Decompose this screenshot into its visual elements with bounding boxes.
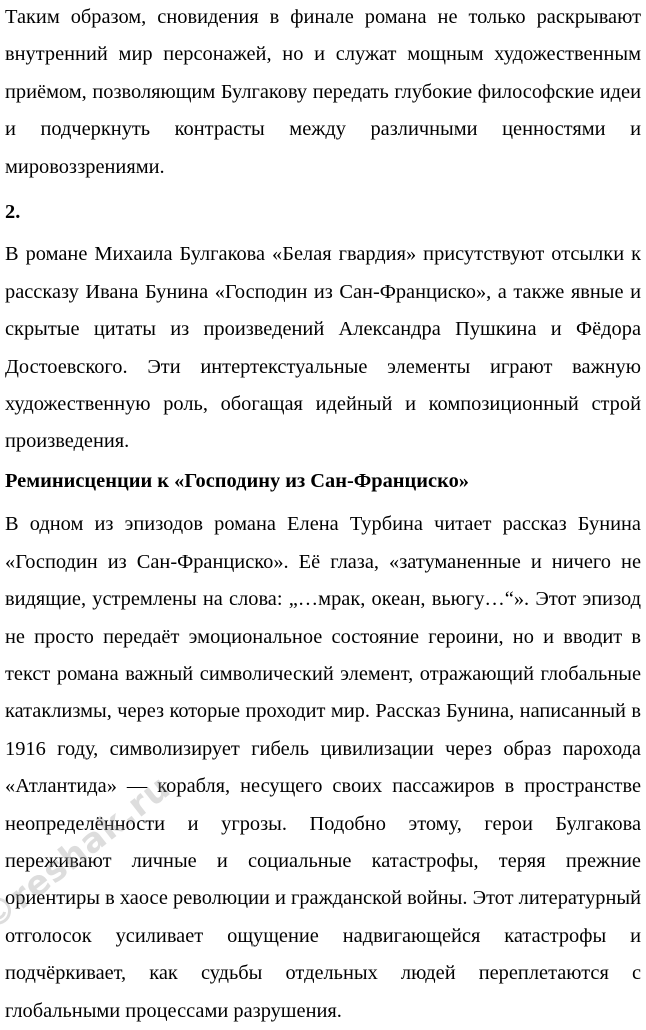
paragraph-conclusion: Таким образом, сновидения в финале романа не только раскрывают внутренний мир персонажей, но и служат мощным художественным приёмом, позволяющим Булгакову передать глубокие философские идеи и подчеркнуть контрасты между различными ценностями и мировоззрениями. bbox=[5, 6, 641, 178]
section-subheading: Реминисценции к «Господину из Сан-Франциско» bbox=[5, 469, 469, 492]
section-number: 2. bbox=[5, 201, 21, 224]
watermark-text: reshak.ru bbox=[2, 767, 179, 918]
paragraph-reminiscence: В одном из эпизодов романа Елена Турбина читает рассказ Бунина «Господин из Сан-Франциско». Её глаза, «затуманенные и ничего не видящие, устремлены на слова: „…мрак, океан, вьюгу…“». Этот эпизод не просто передаёт эмоциональное состояние героини, но и вводит в текст романа важный символический элемент, отражающий глобальные катаклизмы, через которые проходит мир. Рассказ Бунина, написанный в 1916 году, символизирует гибель цивилизации через образ парохода «Атлантида» — корабля, несущего своих пассажиров в пространстве неопределённости и угрозы. Подобно этому, герои Булгакова переживают личные и социальные катастрофы, теряя прежние ориентиры в хаосе революции и гражданской войны. Этот литературный отголосок усиливает ощущение надвигающейся катастрофы и подчёркивает, как судьбы отдельных людей переплетаются с глобальными процессами разрушения. bbox=[5, 513, 641, 1022]
document-page bbox=[5, 0, 641, 1030]
paragraph-intertextuality: В романе Михаила Булгакова «Белая гвардия» присутствуют отсылки к рассказу Ивана Бунина «Господин из Сан-Франциско», а также явные и скрытые цитаты из произведений Александра Пушкина и Фёдора Достоевского. Эти интертекстуальные элементы играют важную художественную роль, обогащая идейный и композиционный строй произведения. bbox=[5, 243, 641, 453]
